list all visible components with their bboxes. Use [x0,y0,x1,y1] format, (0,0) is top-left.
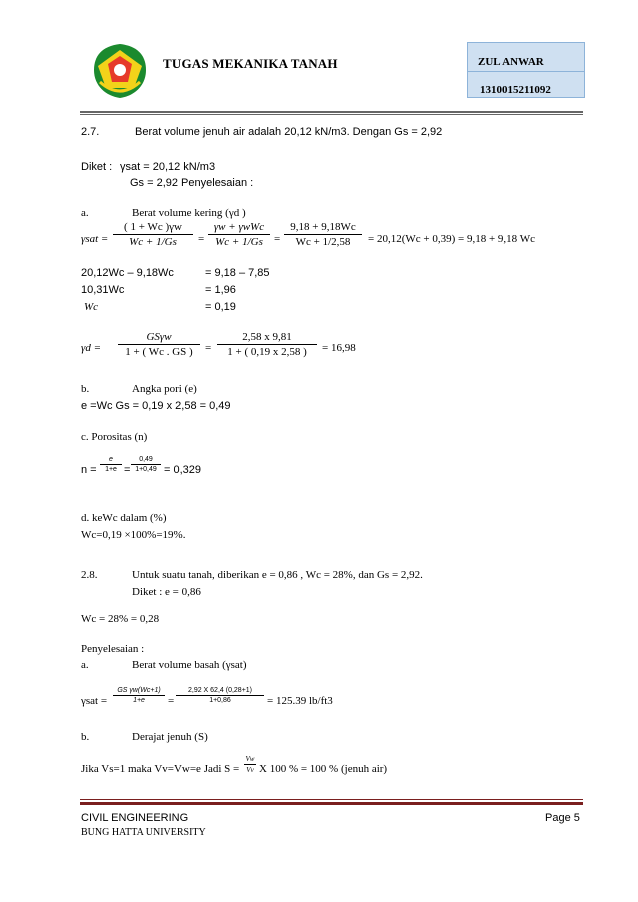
eq3-f2-den: 1+0,86 [209,697,231,704]
eq3-rhs: = 125.39 lb/ft3 [267,695,333,707]
step-1-right: = 9,18 – 7,85 [205,267,270,279]
problem-28-wc: Wc = 28% = 0,28 [81,613,160,625]
footer-department: CIVIL ENGINEERING [81,812,189,824]
header-divider [80,111,583,113]
eq1-f3-den: Wc + 1/2,58 [295,236,351,248]
step-3-left: Wc [84,301,99,313]
part-a-label: a. [81,207,89,219]
university-shield-logo-icon [90,42,150,100]
eq2-rhs: = 16,98 [322,342,356,354]
eq1-f3-num: 9,18 + 9,18Wc [290,221,356,233]
saturation-num: Vw [245,755,255,763]
saturation-den: Vv [246,766,254,774]
saturation-line-pre: Jika Vs=1 maka Vv=Vw=e Jadi S = [81,763,240,775]
part-c-lhs: n = [81,464,97,476]
diket-label: Diket : [81,161,113,173]
eq3-f2-num: 2,92 X 62,4 (0,28+1) [187,687,253,694]
part-c-rhs: = 0,329 [164,464,202,476]
part-c-fraction-1 [100,456,122,473]
part-28a-title: Berat volume basah (γsat) [132,659,247,671]
university-logo [90,42,150,100]
footer-university: BUNG HATTA UNIVERSITY [81,827,206,838]
part-28b-title: Derajat jenuh (S) [132,731,208,743]
problem-number-27: 2.7. [81,126,100,138]
part-d-equation: Wc=0,19 ×100%=19%. [81,529,186,541]
eq2-f1-num: GSγw [146,331,172,343]
eq1-f1-den: Wc + 1/Gs [129,236,177,248]
eq2-fraction-1 [118,331,200,358]
eq3-f1-den: 1+e [133,697,145,704]
eq1-lhs: γsat = [81,233,109,245]
saturation-line-post: X 100 % = 100 % (jenuh air) [259,763,388,775]
part-c-fraction-2 [131,456,161,473]
given-gamma-sat: γsat = 20,12 kN/m3 [120,161,216,173]
page-number: Page 5 [545,812,580,824]
document-title: TUGAS MEKANIKA TANAH [163,56,338,71]
part-28a-label: a. [81,659,89,671]
part-c-f1-num: e [109,456,113,463]
eq3-lhs: γsat = [81,695,108,707]
part-b-equation: e =Wc Gs = 0,19 x 2,58 = 0,49 [81,400,231,412]
student-id: 1310015211092 [480,84,551,96]
eq2-lhs: γd = [81,342,102,354]
step-3-right: = 0,19 [205,301,236,313]
eq2-fraction-2 [217,331,317,358]
eq3-fraction-2 [176,687,264,704]
problem-28-text: Untuk suatu tanah, diberikan e = 0,86 , Wc = 28%, dan Gs = 2,92. [132,569,423,581]
part-d-title: d. keWc dalam (%) [81,512,167,524]
part-b-title: Angka pori (e) [132,383,197,395]
eq3-fraction-1 [113,687,165,704]
eq1-f2-num: γw + γwWc [213,221,265,233]
penyelesaian-label: Penyelesaian : [81,643,145,655]
given-gs: Gs = 2,92 Penyelesaian : [130,177,254,189]
eq3-f1-num: GS γw(Wc+1) [117,687,161,694]
part-28b-label: b. [81,731,90,743]
author-name: ZUL ANWAR [478,56,544,68]
eq1-fraction-3 [284,221,362,248]
eq1-f2-den: Wc + 1/Gs [215,236,263,248]
problem-number-28: 2.8. [81,569,98,581]
part-c-f2-den: 1+0,49 [135,466,157,473]
step-2-left: 10,31Wc [81,284,125,296]
footer-divider-thin [80,799,583,800]
eq1-rhs: = 20,12(Wc + 0,39) = 9,18 + 9,18 Wc [368,233,535,245]
saturation-fraction [244,755,256,774]
part-c-f2-num: 0,49 [139,456,153,463]
eq1-fraction-1 [113,221,193,248]
header-divider-thin [80,114,583,115]
problem-27-text: Berat volume jenuh air adalah 20,12 kN/m3. Dengan Gs = 2,92 [135,126,443,138]
footer-divider [80,802,583,805]
eq2-f2-den: 1 + ( 0,19 x 2,58 ) [227,346,307,358]
eq1-fraction-2 [208,221,270,248]
problem-28-diket: Diket : e = 0,86 [132,586,201,598]
eq1-f1-num: ( 1 + Wc )γw [124,221,182,233]
eq2-f1-den: 1 + ( Wc . GS ) [125,346,193,358]
part-c-title: c. Porositas (n) [81,431,148,443]
part-a-title: Berat volume kering (γd ) [132,207,246,219]
step-2-right: = 1,96 [205,284,236,296]
part-c-f1-den: 1+e [105,466,117,473]
part-b-label: b. [81,383,90,395]
step-1-left: 20,12Wc – 9,18Wc [81,267,174,279]
eq2-f2-num: 2,58 x 9,81 [242,331,292,343]
